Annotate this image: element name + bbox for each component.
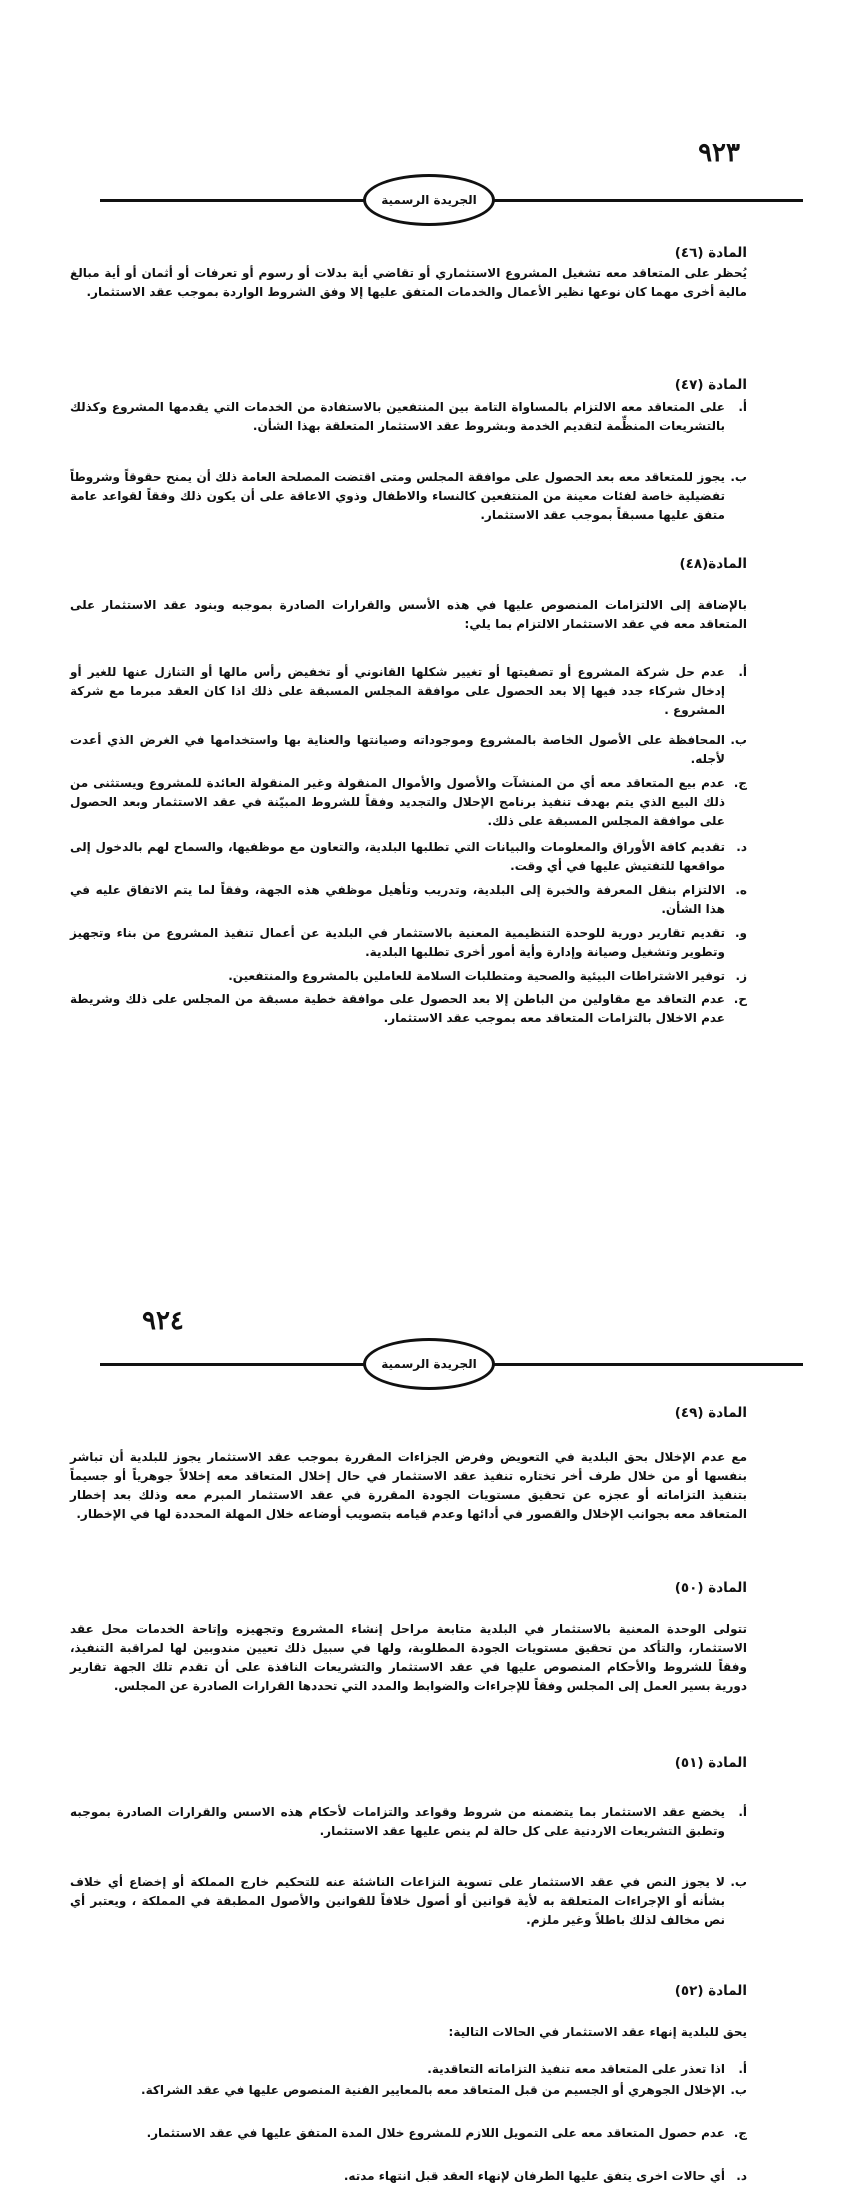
gazette-emblem: الجريدة الرسمية — [363, 1338, 495, 1390]
item-marker: أ. — [738, 665, 747, 679]
article-52-item-a — [70, 2060, 747, 2079]
item-marker: ب. — [730, 470, 747, 484]
article-52-title: المادة (٥٢) — [674, 1983, 747, 1999]
article-47-item-a — [70, 398, 747, 436]
item-text: الإخلال الجوهري أو الجسيم من قبل المتعاقد معه بالمعايير الفنية المنصوص عليها في عقد الشراكة. — [141, 2083, 725, 2097]
item-marker: ج. — [733, 2126, 747, 2140]
item-text: يخضع عقد الاستثمار بما يتضمنه من شروط وقواعد والتزامات لأحكام هذه الاسس والقرارات الصادرة بموجبه وتطبق التشريعات الاردنية على كل حالة لم ينص عليها عقد الاستثمار. — [70, 1805, 725, 1838]
page-924 — [0, 1150, 845, 2212]
article-48-item-b — [70, 731, 747, 769]
article-51-title: المادة (٥١) — [674, 1755, 747, 1771]
article-46-text: يُحظر على المتعاقد معه تشغيل المشروع الاستثماري أو تقاضي أية بدلات أو رسوم أو تعرفات أو أثمان أو أية مبالغ مالية أخرى مهما كان نوعها نظير الأعمال والخدمات المتفق عليها إلا وفق الشروط الواردة بموجب عقد الاستثمار. — [70, 266, 747, 299]
article-52-item-d — [70, 2167, 747, 2186]
article-48-item-e — [70, 881, 747, 919]
item-text: عدم حصول المتعاقد معه على التمويل اللازم للمشروع خلال المدة المتفق عليها في عقد الاستثمار. — [146, 2126, 725, 2140]
article-48-item-a — [70, 663, 747, 720]
page-number: ٩٢٣ — [698, 138, 740, 168]
article-48-title: المادة(٤٨) — [679, 556, 747, 572]
item-marker: ح. — [733, 992, 747, 1006]
article-50-text: تتولى الوحدة المعنية بالاستثمار في البلدية متابعة مراحل إنشاء المشروع وتجهيزه وإتاحة الخدمات محل عقد الاستثمار، والتأكد من تحقيق مستويات الجودة المطلوبة، ولها في سبيل ذلك تعيين مندوبين لها لمراقبة التنفيذ، وفقاً للشروط والأحكام المنصوص عليها في عقد الاستثمار والتشريعات النافذة على أن تقدم تلك الجهة تقارير دورية بسير العمل إلى المجلس وفقاً للإجراءات والضوابط والمدد التي تحددها القرارات الصادرة عن المجلس. — [70, 1622, 747, 1693]
item-text: الالتزام بنقل المعرفة والخبرة إلى البلدية، وتدريب وتأهيل موظفي هذه الجهة، وفقاً لما يتم الاتفاق عليه في هذا الشأن. — [70, 883, 725, 916]
item-text: على المتعاقد معه الالتزام بالمساواة التامة بين المنتفعين بالاستفادة من الخدمات التي يقدمها المشروع وكذلك بالتشريعات المنظِّمة لتقديم الخدمة وبشروط عقد الاستثمار المتعلقة بهذا الشأن. — [70, 400, 725, 433]
article-48-intro: بالإضافة إلى الالتزامات المنصوص عليها في هذه الأسس والقرارات الصادرة بموجبه وبنود عقد الاستثمار على المتعاقد معه في عقد الاستثمار الالتزام بما يلي: — [70, 598, 747, 631]
item-text: يجوز للمتعاقد معه بعد الحصول على موافقة المجلس ومتى اقتضت المصلحة العامة ذلك أن يمنح حقوقاً وشروطاً تفضيلية خاصة لفئات معينة من المنتفعين كالنساء والاطفال وذوي الاعاقة على أن يكون ذلك وفقاً لقواعد عامة متفق عليها مسبقاً بموجب عقد الاستثمار. — [70, 470, 725, 522]
item-marker: أ. — [738, 1805, 747, 1819]
item-text: أي حالات اخرى يتفق عليها الطرفان لإنهاء العقد قبل انتهاء مدته. — [343, 2169, 725, 2183]
article-51-item-a — [70, 1803, 747, 1841]
article-50-title: المادة (٥٠) — [674, 1580, 747, 1596]
item-text: تقديم كافة الأوراق والمعلومات والبيانات التي تطلبها البلدية، والتعاون مع موظفيها، والسماح لهم بالدخول إلى مواقعها للتفتيش عليها في أي وقت. — [70, 840, 725, 873]
article-46-title: المادة (٤٦) — [674, 245, 747, 261]
item-marker: ب. — [730, 1875, 747, 1889]
item-text: تقديم تقارير دورية للوحدة التنظيمية المعنية بالاستثمار في البلدية عن أعمال تنفيذ المشروع من بناء وتجهيز وتطوير وتشغيل وصيانة وإدارة وأية أمور أخرى تطلبها البلدية. — [70, 926, 725, 959]
article-48-item-f — [70, 924, 747, 962]
item-text: توفير الاشتراطات البيئية والصحية ومتطلبات السلامة للعاملين بالمشروع والمنتفعين. — [228, 969, 725, 983]
article-48-item-d — [70, 838, 747, 876]
gazette-emblem: الجريدة الرسمية — [363, 174, 495, 226]
item-text: المحافظة على الأصول الخاصة بالمشروع وموجوداته وصيانتها والعناية بها واستخدامها في الغرض الذي أعدت لأجله. — [70, 733, 725, 766]
article-51-item-b — [70, 1873, 747, 1930]
article-52-item-b — [70, 2081, 747, 2100]
item-text: لا يجوز النص في عقد الاستثمار على تسوية النزاعات الناشئة عنه للتحكيم خارج المملكة أو إخضاع أي خلاف بشأنه أو الإجراءات المتعلقة به لأية قوانين أو أصول خلافاً للقوانين والأصول المطبقة في المملكة ، ويعتبر أي نص مخالف لذلك باطلاً وغير ملزم. — [70, 1875, 725, 1927]
article-49-text: مع عدم الإخلال بحق البلدية في التعويض وفرض الجزاءات المقررة بموجب عقد الاستثمار يجوز للبلدية أن تباشر بنفسها أو من خلال طرف أخر تختاره تنفيذ عقد الاستثمار في حال إخلال المتعاقد معه إخلالاً جوهرياً أو جسيماً بتنفيذ التزاماته أو عجزه عن تحقيق مستويات الجودة المقررة في عقد الاستثمار المبرم معه وذلك بعد إخطار المتعاقد معه بجوانب الإخلال والقصور في أدائها وعدم قيامه بتصويب أوضاعه خلال المهلة المحددة لها في الإخطار. — [70, 1450, 747, 1521]
item-text: عدم التعاقد مع مقاولين من الباطن إلا بعد الحصول على موافقة خطية مسبقة من المجلس على ذلك وشريطة عدم الاخلال بالتزامات المتعاقد معه بموجب عقد الاستثمار. — [70, 992, 725, 1025]
item-marker: ب. — [730, 733, 747, 747]
article-48-item-g — [70, 967, 747, 986]
article-47-title: المادة (٤٧) — [674, 377, 747, 393]
item-text: اذا تعذر على المتعاقد معه تنفيذ التزاماته التعاقدية. — [427, 2062, 725, 2076]
article-52-intro: يحق للبلدية إنهاء عقد الاستثمار في الحالات التالية: — [448, 2025, 747, 2039]
item-marker: د. — [736, 2169, 747, 2183]
item-marker: أ. — [738, 400, 747, 414]
article-52-item-c — [70, 2124, 747, 2143]
item-marker: و. — [734, 926, 747, 940]
item-marker: أ. — [738, 2062, 747, 2076]
article-49-title: المادة (٤٩) — [674, 1405, 747, 1421]
article-48-item-h — [70, 990, 747, 1028]
item-text: عدم بيع المتعاقد معه أي من المنشآت والأصول والأموال المنقولة وغير المنقولة العائدة للمشروع ويستثنى من ذلك البيع الذي يتم بهدف تنفيذ برنامج الإحلال والتجديد وفقاً للشروط المبيّنة في عقد الاستثمار وبعد الحصول على موافقة المجلس المسبقة على ذلك. — [70, 776, 725, 828]
item-marker: ب. — [730, 2083, 747, 2097]
item-marker: ه. — [735, 883, 747, 897]
item-marker: د. — [736, 840, 747, 854]
article-48-item-c — [70, 774, 747, 831]
item-marker: ز. — [735, 969, 747, 983]
item-marker: ج. — [733, 776, 747, 790]
article-47-item-b — [70, 468, 747, 525]
item-text: عدم حل شركة المشروع أو تصفيتها أو تغيير شكلها القانوني أو تخفيض رأس مالها أو التنازل عنها للغير أو إدخال شركاء جدد فيها إلا بعد الحصول على موافقة المجلس المسبقة على ذلك اذا كان العقد مبرما مع شركة المشروع . — [70, 665, 725, 717]
page-number: ٩٢٤ — [142, 1306, 184, 1336]
